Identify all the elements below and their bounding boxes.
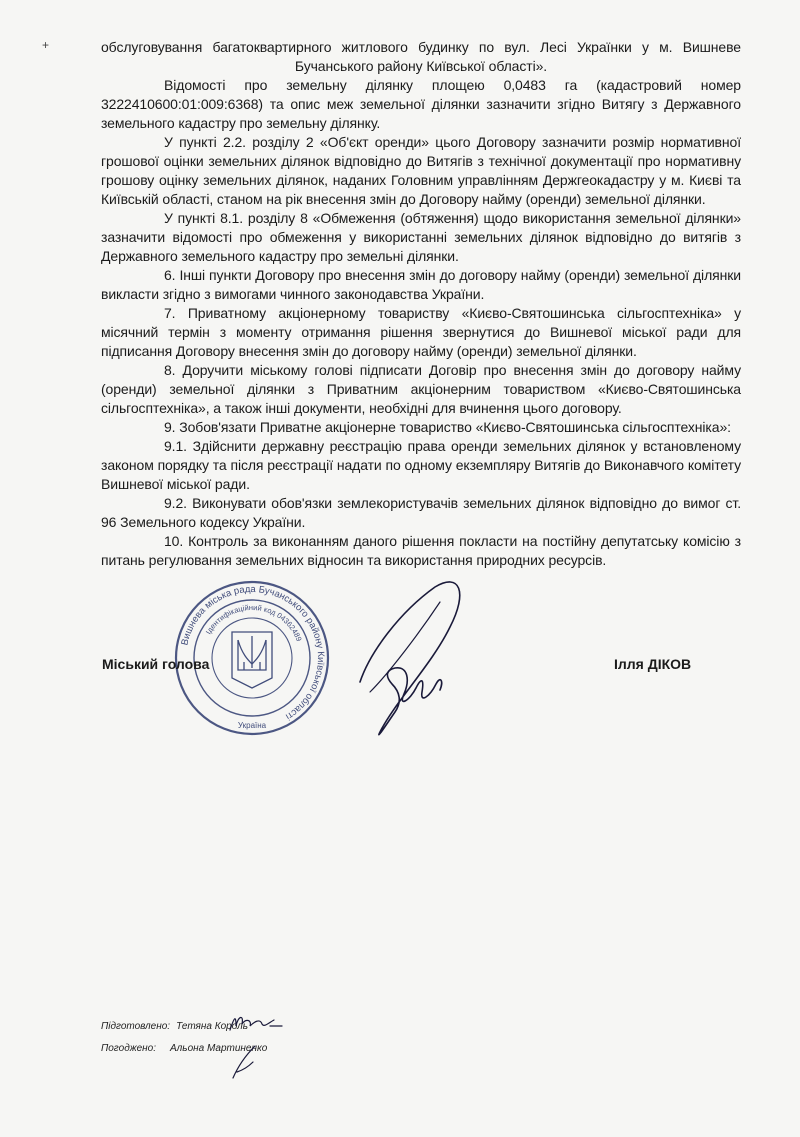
corner-mark: + (42, 38, 50, 52)
agreed-name: Альона Мартиненко (170, 1043, 268, 1054)
paragraph-item-8: 8. Доручити міському голові підписати Договір про внесення змін до договору найму (оренди) земельної ділянки з Приватним акціонерним товариством «Києво-Святошинська сільгосптехніка», а також інші документи, необхідні для вчинення цього договору. (101, 362, 741, 416)
prepared-label: Підготовлено: (101, 1021, 171, 1032)
agreed-label: Погоджено: (101, 1043, 156, 1054)
signatory-name: Ілля ДІКОВ (614, 656, 692, 672)
paragraph-item-10: 10. Контроль за виконанням даного рішення покласти на постійну депутатську комісію з питань регулювання земельних відносин та використання природних ресурсів. (101, 533, 741, 568)
trident-emblem-icon (232, 632, 272, 688)
stamp-outer-text: Вишнева міська рада Бучанського району Київської області (179, 583, 327, 722)
paragraph-clause-8-1: У пункті 8.1. розділу 8 «Обмеження (обтяження) щодо використання земельної ділянки» зазначити відомості про обмеження у використанні земельних ділянок відповідно до витягів з Державного земельного кадастру про земельні ділянки. (101, 210, 741, 264)
handwritten-signature-icon (340, 572, 490, 747)
document-body (101, 38, 741, 570)
paragraph-item-9: 9. Зобов'язати Приватне акціонерне товариство «Києво-Святошинська сільгосптехніка»: (164, 419, 731, 435)
paragraph-continuation: обслуговування багатоквартирного житлового будинку по вул. Лесі Українки у м. Вишневе Бучанського району Київської області». (101, 39, 741, 74)
prepared-name: Тетяна Король (176, 1021, 248, 1032)
stamp-bottom-text: Україна (237, 721, 267, 730)
paragraph-item-9-1: 9.1. Здійснити державну реєстрацію права оренди земельних ділянок у встановленому законом порядку та після реєстрації надати по одному екземпляру Витягів до Виконавчого комітету Вишневої міської ради. (101, 438, 741, 492)
stamp-inner-text: Ідентифікаційний код 04362489 (203, 602, 304, 643)
paragraph-item-9-2: 9.2. Виконувати обов'язки землекористувачів земельних ділянок відповідно до вимог ст. 96 Земельного кодексу України. (101, 495, 741, 530)
prepared-initials-icon (226, 1008, 286, 1038)
agreed-initials-icon (225, 1042, 265, 1082)
paragraph-land-plot-info: Відомості про земельну ділянку площею 0,0483 га (кадастровий номер 3222410600:01:009:6368) та опис меж земельної ділянки зазначити згідно Витягу з Державного земельного кадастру про земельну ділянку. (101, 77, 741, 131)
paragraph-clause-2-2: У пункті 2.2. розділу 2 «Об'єкт оренди» цього Договору зазначити розмір нормативної грошової оцінки земельних ділянок відповідно до Витягів з технічної документації про нормативну грошову оцінку земельних ділянок, наданих Головним управлінням Держгеокадастру у м. Києві та Київській області, станом на рік внесення змін до Договору найму (оренди) земельної ділянки. (101, 134, 741, 207)
position-title: Міський голова (102, 656, 210, 672)
paragraph-item-6: 6. Інші пункти Договору про внесення змін до договору найму (оренди) земельної ділянки викласти згідно з вимогами чинного законодавства України. (101, 267, 741, 302)
paragraph-item-7: 7. Приватному акціонерному товариству «Києво-Святошинська сільгосптехніка» у місячний термін з моменту отримання рішення звернутися до Вишневої міської ради для підписання Договору внесення змін до договору найму (оренди) земельної ділянки. (101, 305, 741, 359)
